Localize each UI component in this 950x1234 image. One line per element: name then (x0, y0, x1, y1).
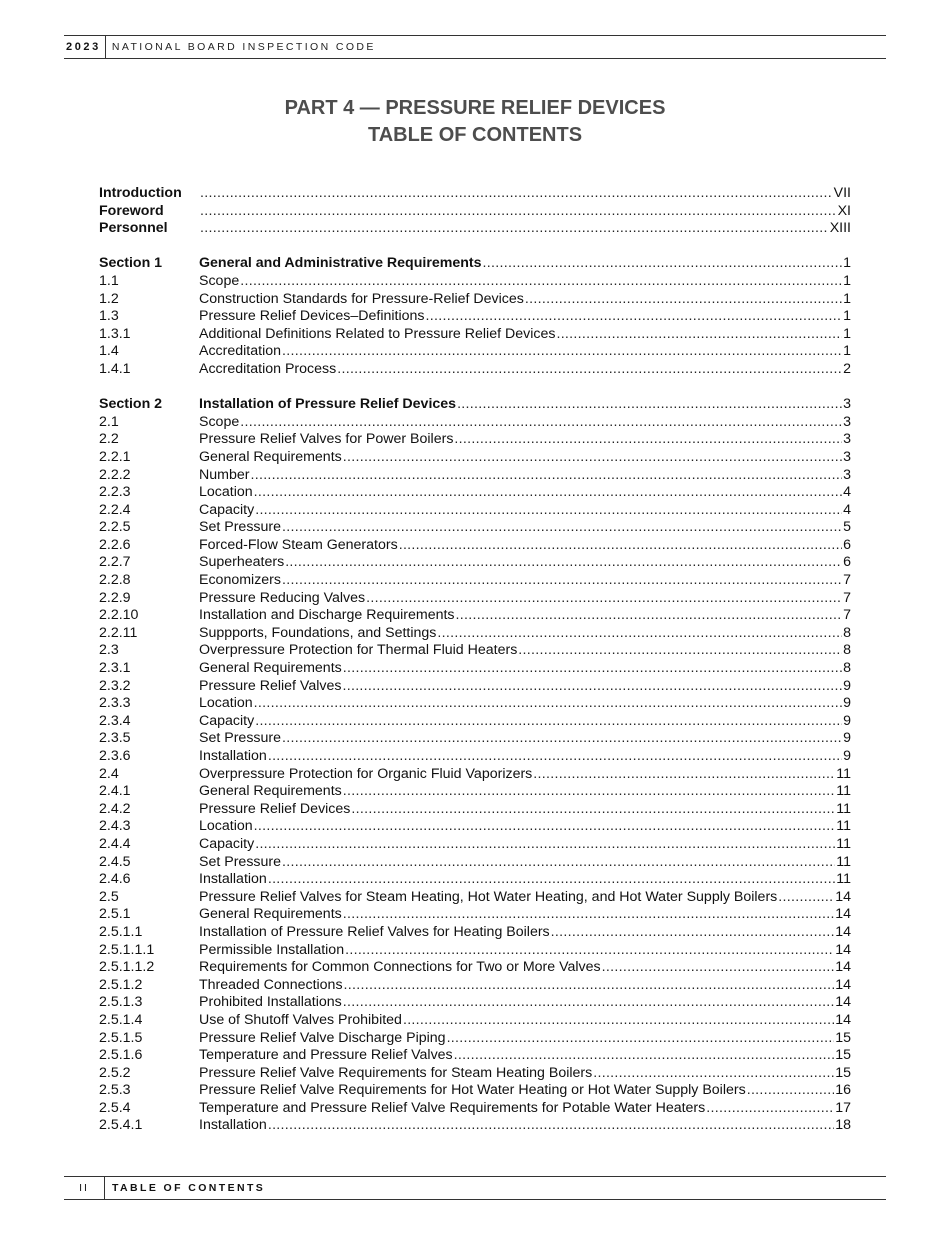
dot-leader (343, 994, 834, 1012)
title-line-2: TABLE OF CONTENTS (367, 124, 583, 146)
dot-leader (747, 1082, 835, 1100)
dot-leader (254, 484, 842, 502)
toc-entry-page: 14 (835, 994, 851, 1011)
toc-entry-page: 6 (843, 536, 851, 553)
toc-entry[interactable] (99, 924, 851, 942)
toc-entry-page: 16 (835, 1082, 851, 1099)
toc-entry-page: 18 (835, 1117, 851, 1134)
toc-entry[interactable] (99, 871, 851, 889)
dot-leader (399, 537, 842, 555)
toc-entry[interactable] (99, 854, 851, 872)
toc-entry-number: 2.5.1.1.1 (99, 941, 155, 958)
toc-entry[interactable] (99, 273, 851, 291)
dot-leader (255, 836, 835, 854)
toc-entry[interactable] (99, 396, 851, 414)
toc-entry[interactable] (99, 291, 851, 309)
dot-leader (525, 291, 842, 309)
toc-entry-label: Set Pressure (199, 853, 282, 870)
section-2-list (99, 396, 851, 1135)
dot-leader (403, 1012, 834, 1030)
dot-leader (426, 308, 843, 326)
toc-entry-label: Accreditation Process (199, 360, 337, 377)
dot-leader (343, 449, 842, 467)
toc-entry-page: 14 (835, 906, 851, 923)
dot-leader (200, 203, 837, 221)
dot-leader (250, 467, 842, 485)
toc-entry-label: Set Pressure (199, 730, 282, 747)
toc-entry-label: Pressure Relief Valves for Steam Heating, Hot Water Heating, and Hot Water Supply Boilers (199, 888, 778, 905)
toc-entry-page: 3 (843, 431, 851, 448)
dot-leader (282, 854, 835, 872)
dot-leader (200, 185, 833, 203)
toc-entry-number: 2.5.1.1.2 (99, 959, 155, 976)
toc-entry-page: 3 (843, 466, 851, 483)
toc-entry-page: 11 (836, 871, 851, 888)
toc-entry-label: Additional Definitions Related to Pressure Relief Devices (199, 325, 556, 342)
toc-entry-label: Scope (199, 413, 240, 430)
dot-leader (200, 220, 829, 238)
toc-entry-page: 7 (843, 589, 851, 606)
dot-leader (268, 748, 842, 766)
toc-entry-number: 2.2.3 (99, 484, 131, 501)
toc-entry-page: 11 (836, 800, 851, 817)
toc-entry-page: 11 (836, 765, 851, 782)
toc-entry[interactable] (99, 942, 851, 960)
toc-entry-page: 1 (843, 343, 851, 360)
toc-entry-label: Requirements for Common Connections for Two or More Valves (199, 959, 601, 976)
toc-entry[interactable] (99, 801, 851, 819)
dot-leader (342, 678, 842, 696)
toc-entry-label: Location (199, 695, 253, 712)
dot-leader (454, 1047, 835, 1065)
toc-entry[interactable] (99, 308, 851, 326)
toc-entry-page: 9 (843, 677, 851, 694)
toc-entry-label: Prohibited Installations (199, 994, 342, 1011)
toc-entry-label: Installation of Pressure Relief Devices (199, 396, 457, 413)
dot-leader (457, 396, 842, 414)
dot-leader (706, 1100, 834, 1118)
toc-entry[interactable] (99, 519, 851, 537)
toc-entry[interactable] (99, 625, 851, 643)
toc-entry-number: 2.2.9 (99, 589, 131, 606)
toc-entry-label: Pressure Relief Valves (199, 677, 342, 694)
toc-entry[interactable] (99, 343, 851, 361)
running-footer (64, 1176, 886, 1200)
dot-leader (282, 572, 842, 590)
toc-entry-number: 2.2.7 (99, 554, 131, 571)
toc-entry-label: Use of Shutoff Valves Prohibited (199, 1011, 402, 1028)
toc-entry-page: 11 (836, 853, 851, 870)
toc-entry-label: Economizers (199, 572, 282, 589)
dot-leader (282, 730, 842, 748)
toc-entry-number: 2.3.4 (99, 712, 131, 729)
toc-entry-page: 1 (843, 255, 851, 272)
dot-leader (518, 642, 842, 660)
dot-leader (282, 519, 842, 537)
toc-entry-number: 2.2.5 (99, 519, 131, 536)
toc-entry-page: 5 (843, 519, 851, 536)
toc-entry[interactable] (99, 836, 851, 854)
toc-entry[interactable] (99, 554, 851, 572)
toc-entry-page: 14 (835, 1011, 851, 1028)
toc-entry-number: 2.3.1 (99, 660, 131, 677)
toc-entry-label: Pressure Relief Devices–Definitions (199, 308, 425, 325)
toc-entry-number: 2.5.1.5 (99, 1029, 143, 1046)
toc-entry-number: 2.2.4 (99, 501, 131, 518)
toc-entry[interactable] (99, 590, 851, 608)
toc-entry-number: Section 1 (99, 255, 163, 272)
toc-entry-label: Foreword (99, 202, 164, 219)
toc-entry-label: Suppports, Foundations, and Settings (199, 624, 437, 641)
toc-entry-label: Capacity (199, 835, 255, 852)
toc-entry[interactable] (99, 678, 851, 696)
toc-entry-label: Pressure Relief Devices (199, 800, 351, 817)
toc-entry[interactable] (99, 1117, 851, 1135)
toc-entry-number: 2.5.4.1 (99, 1117, 143, 1134)
toc-entry-label: General Requirements (199, 448, 342, 465)
toc-entry[interactable] (99, 203, 851, 221)
dot-leader (254, 818, 836, 836)
toc-entry-number: 2.5.1.4 (99, 1011, 143, 1028)
toc-entry-page: 1 (843, 272, 851, 289)
toc-entry-page: 14 (835, 976, 851, 993)
toc-entry-page: 1 (843, 325, 851, 342)
toc-entry-number: 2.2 (99, 431, 119, 448)
toc-entry-page: 6 (843, 554, 851, 571)
dot-leader (268, 871, 835, 889)
toc-entry-number: 2.2.10 (99, 607, 139, 624)
dot-leader (778, 889, 834, 907)
toc-entry-page: 3 (843, 413, 851, 430)
toc-entry-label: Installation (199, 1117, 267, 1134)
toc-entry-number: 2.5.1.6 (99, 1047, 143, 1064)
toc-entry-label: Personnel (99, 220, 168, 237)
toc-entry-page: 15 (835, 1064, 851, 1081)
toc-entry-label: Capacity (199, 501, 255, 518)
toc-entry[interactable] (99, 642, 851, 660)
toc-entry-label: Location (199, 818, 253, 835)
toc-entry[interactable] (99, 906, 851, 924)
dot-leader (268, 1117, 834, 1135)
toc-entry-number: 2.2.6 (99, 536, 131, 553)
toc-entry[interactable] (99, 467, 851, 485)
toc-entry-page: 7 (843, 572, 851, 589)
toc-entry-number: 2.5.3 (99, 1082, 131, 1099)
dot-leader (343, 660, 842, 678)
toc-entry-label: Pressure Relief Valves for Power Boilers (199, 431, 454, 448)
dot-leader (456, 607, 843, 625)
toc-entry[interactable] (99, 783, 851, 801)
toc-entry-number: 2.5.1 (99, 906, 131, 923)
toc-entry-number: Section 2 (99, 396, 163, 413)
dot-leader (556, 326, 842, 344)
toc-entry-page: 14 (835, 888, 851, 905)
toc-entry-number: 2.3.5 (99, 730, 131, 747)
toc-entry-page: 9 (843, 695, 851, 712)
dot-leader (240, 414, 842, 432)
toc-entry[interactable] (99, 326, 851, 344)
toc-entry-page: 2 (843, 360, 851, 377)
toc-entry-number: 2.5.1.1 (99, 923, 143, 940)
toc-entry-number: 2.2.8 (99, 572, 131, 589)
toc-entry-page: 14 (835, 959, 851, 976)
toc-entry[interactable] (99, 1082, 851, 1100)
toc-entry-number: 2.5 (99, 888, 119, 905)
toc-entry-number: 2.5.1.3 (99, 994, 143, 1011)
toc-entry[interactable] (99, 818, 851, 836)
toc-entry-page: 17 (835, 1099, 851, 1116)
toc-entry-page: XIII (829, 220, 851, 237)
toc-entry-label: Superheaters (199, 554, 285, 571)
dot-leader (454, 431, 842, 449)
toc-entry-number: 2.4.4 (99, 835, 131, 852)
dot-leader (345, 942, 834, 960)
front-matter-list (99, 185, 851, 238)
toc-entry[interactable] (99, 414, 851, 432)
toc-entry-page: 9 (843, 748, 851, 764)
toc-entry[interactable] (99, 361, 851, 379)
dot-leader (551, 924, 835, 942)
toc-entry[interactable] (99, 660, 851, 678)
toc-entry-label: Installation (199, 871, 267, 888)
toc-entry-page: 9 (843, 712, 851, 729)
toc-entry-number: 1.3.1 (99, 325, 131, 342)
toc-entry[interactable] (99, 959, 851, 977)
toc-entry[interactable] (99, 766, 851, 784)
dot-leader (343, 783, 836, 801)
toc-entry-label: Number (199, 466, 250, 483)
dot-leader (533, 766, 835, 784)
toc-entry-label: Overpressure Protection for Organic Fluid Vaporizers (199, 765, 533, 782)
toc-entry-page: 14 (835, 923, 851, 940)
toc-entry[interactable] (99, 185, 851, 203)
dot-leader (447, 1030, 835, 1048)
toc-entry-label: Pressure Relief Valve Requirements for Steam Heating Boilers (199, 1064, 593, 1081)
toc-entry[interactable] (99, 1065, 851, 1083)
toc-entry-page: 8 (843, 660, 851, 677)
toc-entry[interactable] (99, 977, 851, 995)
toc-entry-label: Introduction (99, 185, 182, 201)
toc-entry-number: 2.5.4 (99, 1099, 131, 1116)
toc-entry-page: 4 (843, 484, 851, 501)
dot-leader (285, 554, 842, 572)
dot-leader (437, 625, 842, 643)
footer-page-number: II (64, 1177, 105, 1199)
toc-entry-label: Threaded Connections (199, 976, 343, 993)
toc-entry-page: 14 (835, 941, 851, 958)
toc-entry-label: General and Administrative Requirements (199, 255, 482, 272)
toc-entry[interactable] (99, 713, 851, 731)
toc-entry[interactable] (99, 502, 851, 520)
dot-leader (282, 343, 842, 361)
dot-leader (593, 1065, 834, 1083)
toc-entry-page: 8 (843, 642, 851, 659)
toc-entry-number: 1.4 (99, 343, 119, 360)
dot-leader (483, 255, 843, 273)
toc-entry[interactable] (99, 748, 851, 766)
toc-entry[interactable] (99, 1100, 851, 1118)
toc-entry-page: 3 (843, 448, 851, 465)
toc-entry-number: 2.1 (99, 413, 119, 430)
toc-entry-label: Installation (199, 748, 267, 764)
toc-entry-number: 2.3.2 (99, 677, 131, 694)
toc-entry-label: Installation of Pressure Relief Valves for Heating Boilers (199, 923, 550, 940)
toc-entry-label: Temperature and Pressure Relief Valve Requirements for Potable Water Heaters (199, 1099, 706, 1116)
toc-entry-number: 1.2 (99, 290, 119, 307)
toc-entry-label: Construction Standards for Pressure-Relief Devices (199, 290, 524, 307)
toc-entry-page: 8 (843, 624, 851, 641)
toc-entry-page: 3 (843, 396, 851, 413)
toc-entry-page: XI (837, 202, 851, 219)
dot-leader (351, 801, 835, 819)
toc-entry-number: 2.5.1.2 (99, 976, 143, 993)
dot-leader (337, 361, 842, 379)
toc-entry-page: 11 (836, 783, 851, 800)
toc-entry-label: General Requirements (199, 783, 342, 800)
toc-entry-number: 1.1 (99, 272, 119, 289)
toc-entry-number: 2.3.3 (99, 695, 131, 712)
toc-entry[interactable] (99, 537, 851, 555)
toc-entry-label: Scope (199, 272, 240, 289)
toc-entry-label: Location (199, 484, 253, 501)
toc-entry[interactable] (99, 695, 851, 713)
toc-entry[interactable] (99, 994, 851, 1012)
toc-entry-label: Accreditation (199, 343, 282, 360)
toc-entry-number: 2.4.1 (99, 783, 131, 800)
toc-entry-number: 2.4 (99, 765, 119, 782)
running-header (64, 35, 886, 59)
header-year: 2023 (64, 36, 106, 58)
dot-leader (602, 959, 835, 977)
toc-entry[interactable] (99, 889, 851, 907)
toc-entry-page: 11 (836, 835, 851, 852)
toc-entry-page: VII (833, 185, 851, 201)
dot-leader (344, 977, 835, 995)
toc-entry-page: 1 (843, 308, 851, 325)
toc-entry-label: Permissible Installation (199, 941, 345, 958)
dot-leader (255, 502, 842, 520)
toc-entry-number: 2.3.6 (99, 748, 131, 764)
toc-entry[interactable] (99, 1030, 851, 1048)
title-line-1: PART 4 — PRESSURE RELIEF DEVICES (284, 97, 666, 119)
toc-entry-number: 2.2.11 (99, 624, 138, 641)
toc-entry[interactable] (99, 449, 851, 467)
toc-entry-page: 11 (836, 818, 851, 835)
toc-entry[interactable] (99, 1047, 851, 1065)
toc-entry-number: 2.3 (99, 642, 119, 659)
toc-entry[interactable] (99, 220, 851, 238)
toc-entry-label: General Requirements (199, 906, 342, 923)
toc-entry[interactable] (99, 572, 851, 590)
toc-entry-number: 2.4.5 (99, 853, 131, 870)
footer-section-title: TABLE OF CONTENTS (112, 1182, 266, 1194)
toc-entry-number: 2.4.3 (99, 818, 131, 835)
toc-entry-label: Forced-Flow Steam Generators (199, 536, 398, 553)
toc-entry-page: 1 (843, 290, 851, 307)
dot-leader (255, 713, 842, 731)
toc-entry-label: Pressure Relief Valve Discharge Piping (199, 1029, 446, 1046)
toc-entry[interactable] (99, 484, 851, 502)
toc-entry-number: 1.4.1 (99, 360, 131, 377)
dot-leader (343, 906, 834, 924)
toc-entry-label: General Requirements (199, 660, 342, 677)
dot-leader (366, 590, 842, 608)
toc-entry[interactable] (99, 255, 851, 273)
toc-entry-page: 4 (843, 501, 851, 518)
toc-entry-label: Pressure Relief Valve Requirements for Hot Water Heating or Hot Water Supply Boilers (199, 1082, 746, 1099)
toc-entry[interactable] (99, 607, 851, 625)
toc-entry-page: 9 (843, 730, 851, 747)
toc-entry[interactable] (99, 431, 851, 449)
toc-entry-page: 7 (843, 607, 851, 624)
toc-entry-number: 1.3 (99, 308, 119, 325)
toc-entry-page: 15 (835, 1029, 851, 1046)
toc-entry[interactable] (99, 1012, 851, 1030)
table-of-contents (99, 185, 851, 1135)
toc-entry-number: 2.2.1 (99, 448, 131, 465)
toc-entry[interactable] (99, 730, 851, 748)
toc-entry-page: 15 (835, 1047, 851, 1064)
toc-entry-number: 2.2.2 (99, 466, 131, 483)
header-code-title: NATIONAL BOARD INSPECTION CODE (111, 41, 376, 53)
toc-entry-number: 2.4.2 (99, 800, 131, 817)
section-1-list (99, 255, 851, 378)
toc-entry-label: Overpressure Protection for Thermal Fluid Heaters (199, 642, 518, 659)
toc-entry-label: Installation and Discharge Requirements (199, 607, 455, 624)
toc-entry-number: 2.4.6 (99, 871, 131, 888)
toc-entry-label: Capacity (199, 712, 255, 729)
toc-entry-label: Set Pressure (199, 519, 282, 536)
toc-entry-label: Temperature and Pressure Relief Valves (199, 1047, 453, 1064)
page-title (0, 95, 950, 149)
toc-entry-number: 2.5.2 (99, 1064, 131, 1081)
dot-leader (240, 273, 842, 291)
toc-entry-label: Pressure Reducing Valves (199, 589, 366, 606)
dot-leader (254, 695, 842, 713)
